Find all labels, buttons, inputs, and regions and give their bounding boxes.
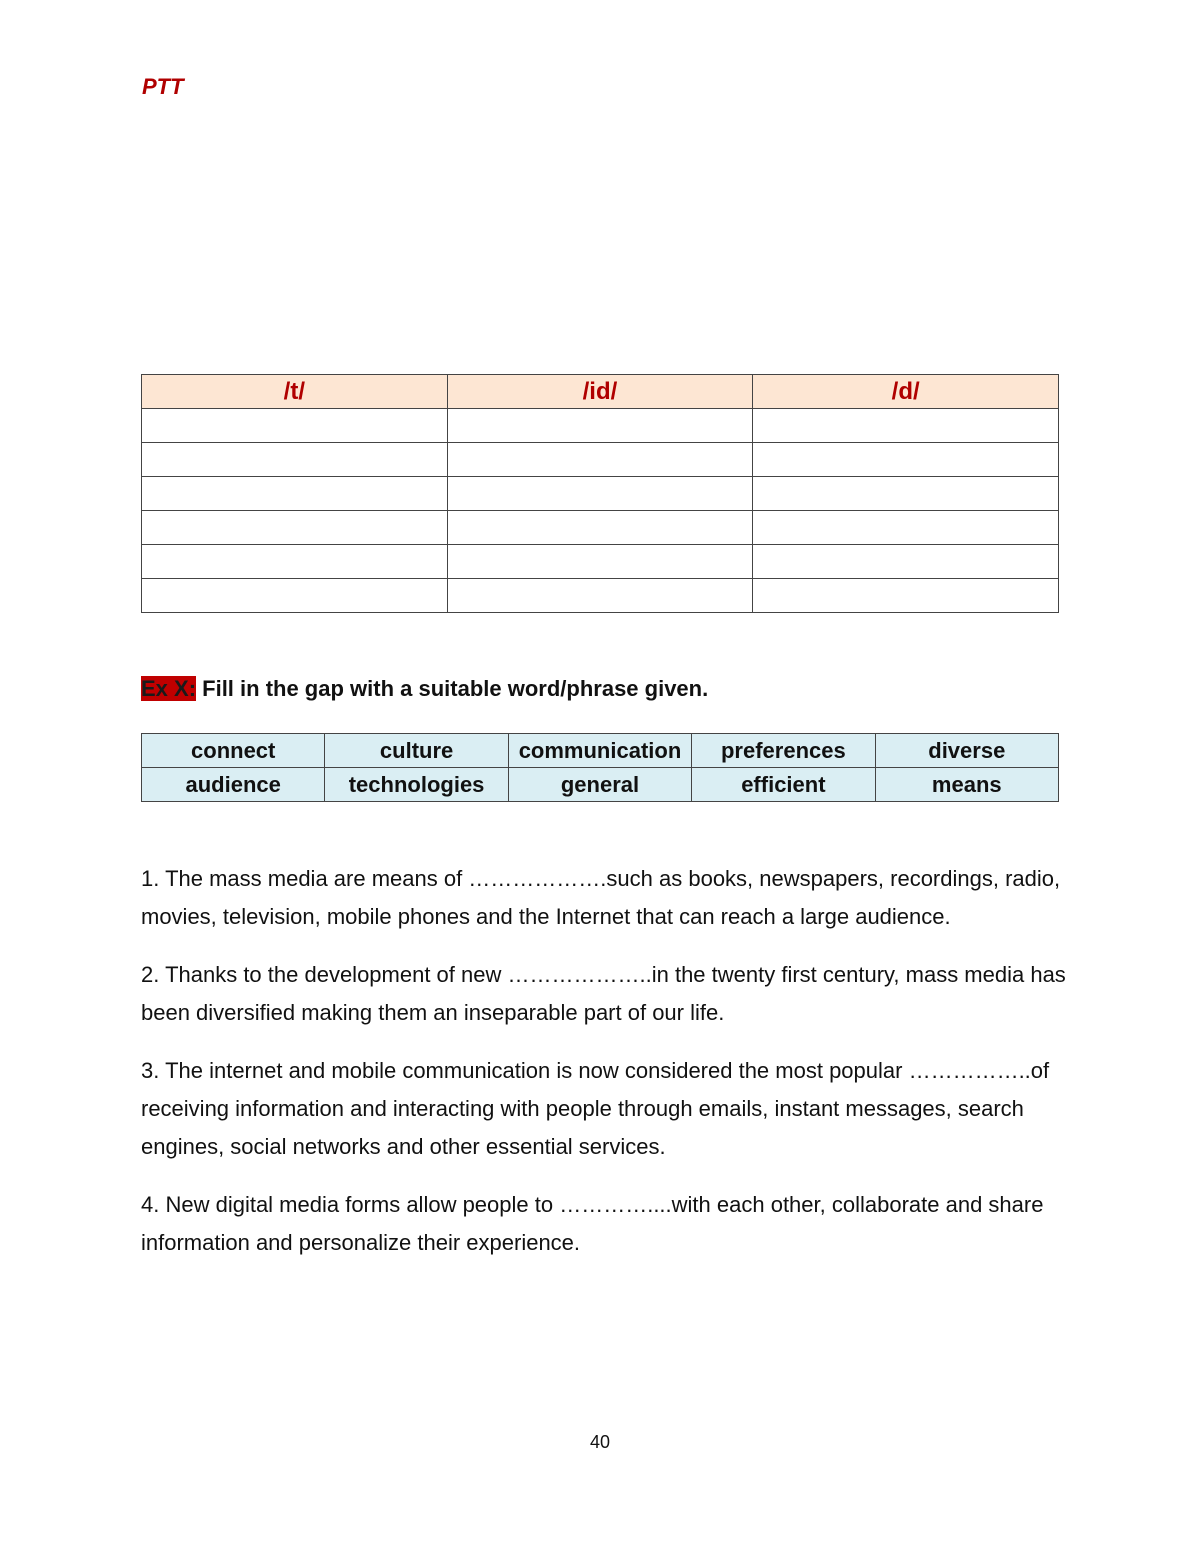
word-bank-table — [141, 733, 1059, 802]
table-cell[interactable] — [142, 545, 448, 579]
table-cell[interactable] — [753, 579, 1059, 613]
table-row — [142, 579, 1059, 613]
word-bank-cell: means — [875, 768, 1058, 802]
word-bank-cell: communication — [508, 734, 691, 768]
word-bank-row — [142, 734, 1059, 768]
table-cell[interactable] — [142, 443, 448, 477]
table-cell[interactable] — [447, 579, 753, 613]
table-row — [142, 545, 1059, 579]
table-row — [142, 409, 1059, 443]
table-cell[interactable] — [447, 511, 753, 545]
word-bank-cell: audience — [142, 768, 325, 802]
table-cell[interactable] — [447, 443, 753, 477]
question-1: 1. The mass media are means of ……………….such as books, newspapers, recordings, radio, movies, television, mobile phones and the Internet that can reach a large audience. — [141, 866, 1061, 929]
table-row — [142, 477, 1059, 511]
table-cell[interactable] — [753, 443, 1059, 477]
exercise-instruction: Fill in the gap with a suitable word/phrase given. — [196, 676, 709, 701]
word-bank-row — [142, 768, 1059, 802]
word-bank-cell: technologies — [325, 768, 508, 802]
table-row — [142, 511, 1059, 545]
page-number: 40 — [589, 1432, 611, 1452]
word-bank-cell: culture — [325, 734, 508, 768]
table-cell[interactable] — [753, 409, 1059, 443]
column-header-d: /d/ — [753, 375, 1059, 409]
table-cell[interactable] — [753, 511, 1059, 545]
exercise-title — [141, 676, 708, 702]
table-cell[interactable] — [447, 477, 753, 511]
table-cell[interactable] — [142, 511, 448, 545]
question-2: 2. Thanks to the development of new ………………..in the twenty first century, mass media has been diversified making them an inseparable part of our life. — [141, 962, 1066, 1025]
table-cell[interactable] — [142, 477, 448, 511]
header-tag: PTT — [142, 74, 184, 99]
sound-classification-table — [141, 374, 1059, 613]
question-4: 4. New digital media forms allow people to …………....with each other, collaborate and share information and personalize their experience. — [141, 1192, 1044, 1255]
word-bank-cell: connect — [142, 734, 325, 768]
table-cell[interactable] — [142, 579, 448, 613]
word-bank-cell: preferences — [692, 734, 875, 768]
table-cell[interactable] — [447, 545, 753, 579]
column-header-t: /t/ — [142, 375, 448, 409]
column-header-id: /id/ — [447, 375, 753, 409]
question-3: 3. The internet and mobile communication is now considered the most popular ……………..of receiving information and interacting with people through emails, instant messages, search engines, social networks and other essential services. — [141, 1058, 1050, 1159]
question-list — [141, 860, 1071, 1282]
table-cell[interactable] — [753, 545, 1059, 579]
exercise-label: Ex X: — [141, 676, 197, 701]
table-cell[interactable] — [142, 409, 448, 443]
table-cell[interactable] — [753, 477, 1059, 511]
word-bank-cell: general — [508, 768, 691, 802]
word-bank-cell: diverse — [875, 734, 1058, 768]
word-bank-cell: efficient — [692, 768, 875, 802]
table-header-row — [142, 375, 1059, 409]
table-cell[interactable] — [447, 409, 753, 443]
table-row — [142, 443, 1059, 477]
